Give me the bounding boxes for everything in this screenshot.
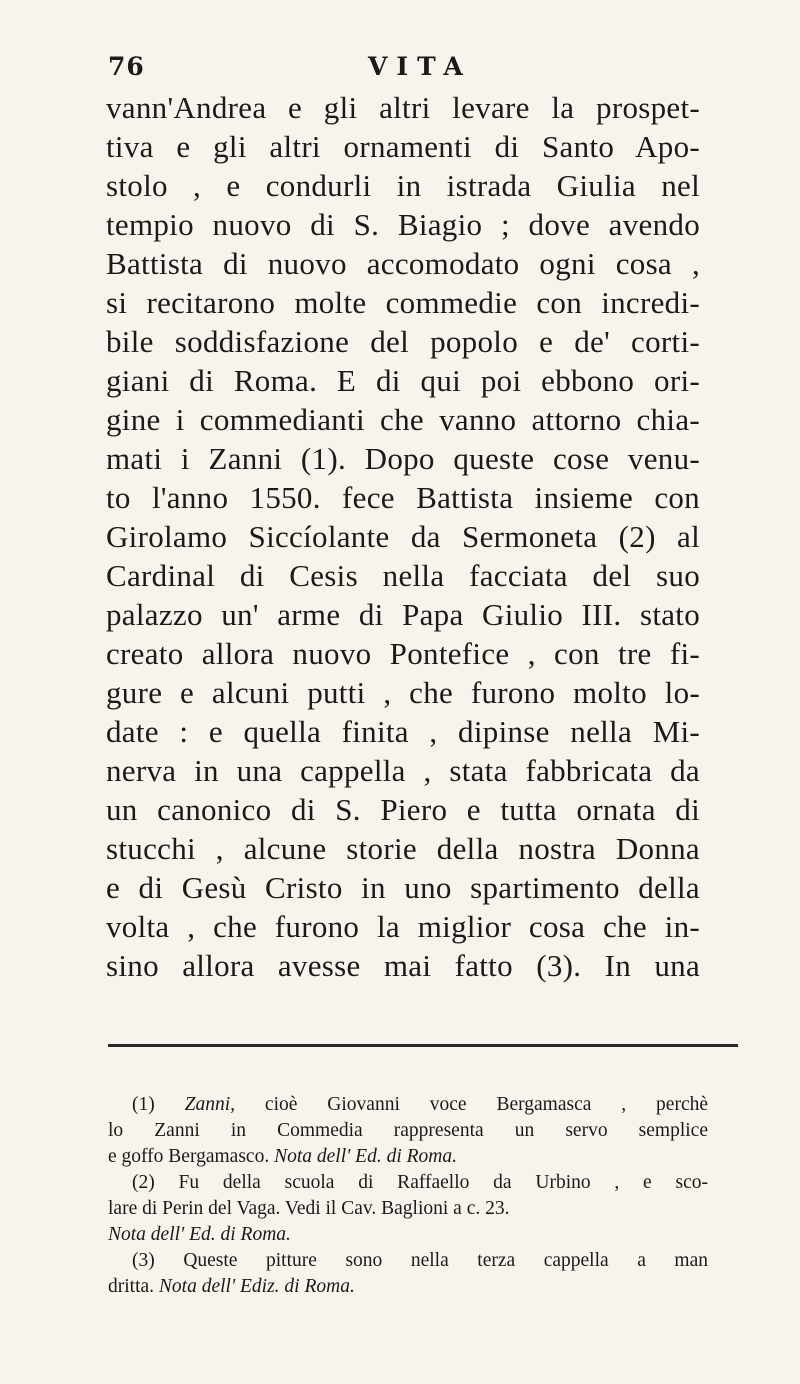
text-line: Cardinal di Cesis nella facciata del suo bbox=[106, 558, 700, 593]
text-line: stolo , e condurli in istrada Giulia nel bbox=[106, 168, 700, 203]
text-line: vann'Andrea e gli altri levare la prospet- bbox=[106, 90, 700, 125]
text-line: e di Gesù Cristo in uno spartimento della bbox=[106, 870, 700, 905]
text-line: gine i commedianti che vanno attorno chia- bbox=[106, 402, 700, 437]
text-line: giani di Roma. E di qui poi ebbono ori- bbox=[106, 363, 700, 398]
footnote-1-line bbox=[108, 1092, 708, 1118]
page-header bbox=[108, 52, 698, 86]
text-line: Battista di nuovo accomodato ogni cosa , bbox=[106, 246, 700, 281]
text-line: volta , che furono la miglior cosa che in- bbox=[106, 909, 700, 944]
text-line: creato allora nuovo Pontefice , con tre fi- bbox=[106, 636, 700, 671]
text-line: sino allora avesse mai fatto (3). In una bbox=[106, 948, 700, 983]
text-line: to l'anno 1550. fece Battista insieme con bbox=[106, 480, 700, 515]
footnote-2-line: lare di Perin del Vaga. Vedi il Cav. Baglioni a c. 23. bbox=[108, 1198, 510, 1219]
footnote-2-text: Fu della scuola di Raffaello da Urbino , e sco- bbox=[178, 1172, 708, 1193]
text-line: bile soddisfazione del popolo e de' corti- bbox=[106, 324, 700, 359]
footnote-3-source: Nota dell' Ediz. di Roma. bbox=[158, 1276, 355, 1297]
footnote-3-text: Queste pitture sono nella terza cappella a man bbox=[183, 1250, 708, 1271]
footnote-3-text: dritta. bbox=[108, 1276, 155, 1297]
footnote-1-marker: (1) bbox=[132, 1094, 155, 1115]
footnote-3-marker: (3) bbox=[132, 1250, 155, 1271]
text-line: un canonico di S. Piero e tutta ornata di bbox=[106, 792, 700, 827]
text-line: gure e alcuni putti , che furono molto lo- bbox=[106, 675, 700, 710]
footnote-1-text: e goffo Bergamasco. bbox=[108, 1146, 270, 1167]
footnote-3-line bbox=[108, 1274, 708, 1300]
text-line: palazzo un' arme di Papa Giulio III. stato bbox=[106, 597, 700, 632]
footnotes bbox=[108, 1092, 708, 1300]
footnote-2-line bbox=[108, 1222, 708, 1248]
footnote-2-line bbox=[108, 1170, 708, 1196]
running-title: VITA bbox=[368, 52, 472, 81]
text-line: mati i Zanni (1). Dopo queste cose venu- bbox=[106, 441, 700, 476]
footnote-1-source: Nota dell' Ed. di Roma. bbox=[274, 1146, 457, 1167]
text-line: date : e quella finita , dipinse nella Mi- bbox=[106, 714, 700, 749]
text-line: tiva e gli altri ornamenti di Santo Apo- bbox=[106, 129, 700, 164]
footnote-2-marker: (2) bbox=[132, 1172, 155, 1193]
text-line: tempio nuovo di S. Biagio ; dove avendo bbox=[106, 207, 700, 242]
footnote-1-line: lo Zanni in Commedia rappresenta un servo semplice bbox=[108, 1120, 708, 1141]
text-line: si recitarono molte commedie con incredi- bbox=[106, 285, 700, 320]
page-number: 76 bbox=[108, 52, 145, 81]
text-line: stucchi , alcune storie della nostra Donna bbox=[106, 831, 700, 866]
footnote-divider bbox=[108, 1044, 738, 1047]
footnote-3-line bbox=[108, 1248, 708, 1274]
main-text bbox=[106, 88, 700, 985]
footnote-1-line bbox=[108, 1144, 708, 1170]
text-line: nerva in una cappella , stata fabbricata da bbox=[106, 753, 700, 788]
footnote-2-source: Nota dell' Ed. di Roma. bbox=[108, 1224, 291, 1245]
text-line: Girolamo Siccíolante da Sermoneta (2) al bbox=[106, 519, 700, 554]
footnote-1-text: cioè Giovanni voce Bergamasca , perchè bbox=[264, 1094, 708, 1115]
footnote-1-term: Zanni, bbox=[184, 1094, 236, 1115]
